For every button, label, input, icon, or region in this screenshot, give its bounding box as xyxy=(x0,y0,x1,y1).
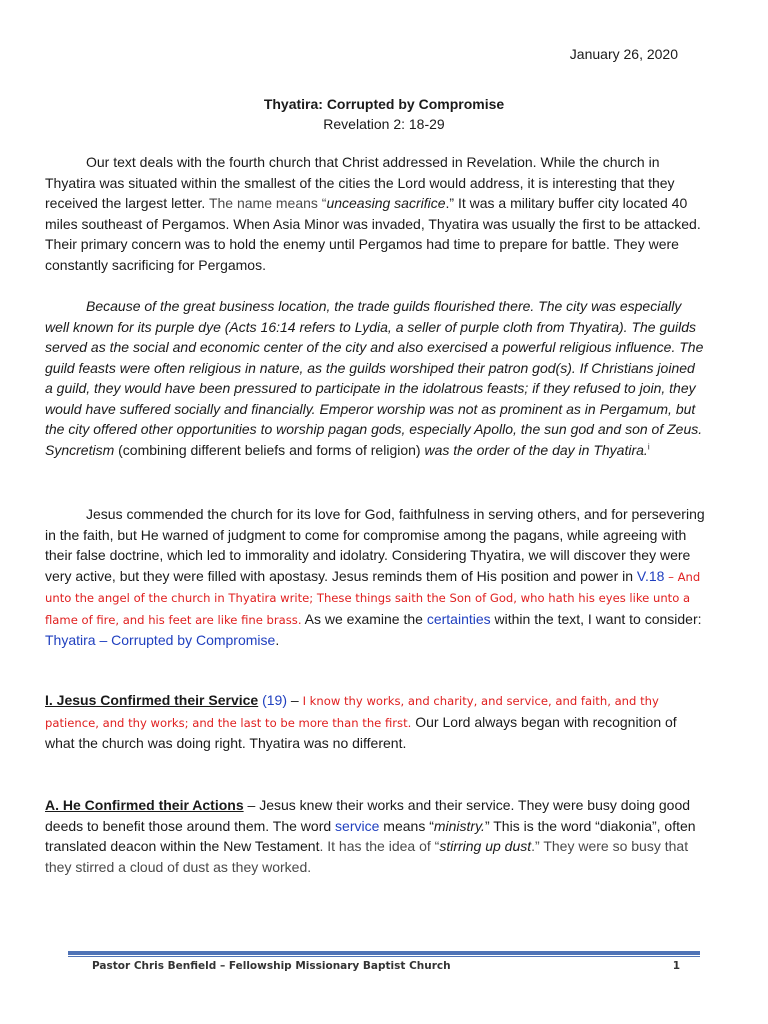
footer-rule-thin xyxy=(68,956,700,957)
endnote-marker[interactable]: i xyxy=(647,441,650,451)
sermon-title: Thyatira: Corrupted by Compromise xyxy=(263,96,505,112)
scripture-reference: Revelation 2: 18-29 xyxy=(323,116,445,132)
page-number: 1 xyxy=(672,960,680,972)
footer-author: Pastor Chris Benfield – Fellowship Missionary Baptist Church xyxy=(92,960,451,972)
scripture-quote: I know thy works, and charity, and service, and faith, and thy patience, and thy works; and the last to be more than the first. xyxy=(45,694,659,730)
paragraph-commendation: Jesus commended the church for its love for God, faithfulness in serving others, and for persevering in the faith, but He warned of judgment to come for compromise among the pagans, while agreeing with their false doctrine, which led to immorality and idolatry. Considering Thyatira, we will discover they were very active, but they were filled with apostasy. Jesus reminds them of His position and power in V.18 – And unto the angel of the church in Thyatira write; These things saith the Son of God, who hath his eyes like unto a flame of fire, and his feet are like fine brass. As we examine the certainties within the text, I want to consider: Thyatira – Corrupted by Compromise. xyxy=(45,506,705,648)
page-footer xyxy=(92,960,680,972)
section-actions: A. He Confirmed their Actions – Jesus knew their works and their service. They were busy doing good deeds to benefit those around them. The word service means “ministry.” This is the word “diakonia”, often translated deacon within the New Testament. It has the idea of “stirring up dust.” They were so busy that they stirred a cloud of dust as they worked. xyxy=(45,797,696,875)
title-block xyxy=(0,94,768,134)
section-service: I. Jesus Confirmed their Service (19) – I know thy works, and charity, and service, and faith, and thy patience, and thy works; and the last to be more than the first. Our Lord always began with recognition of what the church was doing right. Thyatira was no different. xyxy=(45,692,677,751)
verse-reference: (19) xyxy=(262,692,287,708)
paragraph-guilds: Because of the great business location, the trade guilds flourished there. The city was especially well known for its purple dye (Acts 16:14 refers to Lydia, a seller of purple cloth from Thyatira). The guilds served as the social and economic center of the city and also exercised a powerful religious influence. The guild feasts were often religious in nature, as the guilds worshiped their patron god(s). If Christians joined a guild, they would have been pressured to participate in the idolatrous feasts; if they refused to join, they would have suffered socially and financially. Emperor worship was not as prominent as in Pergamum, but the city offered other opportunities to worship pagan gods, especially Apollo, the sun god and son of Zeus. Syncretism (combining different beliefs and forms of religion) was the order of the day in Thyatira.$^i$ xyxy=(45,298,704,458)
scripture-quote: And unto the angel of the church in Thyatira write; These things saith the Son of God, who hath his eyes like unto a flame of fire, and his feet are like fine brass. xyxy=(45,569,701,627)
subsection-heading: A. He Confirmed their Actions xyxy=(45,797,244,813)
paragraph-intro: Our text deals with the fourth church that Christ addressed in Revelation. While the church in Thyatira was situated within the smallest of the cities the Lord would address, it is interesting that they received the largest letter. The name means “unceasing sacrifice.” It was a military buffer city located 40 miles southeast of Pergamos. When Asia Minor was invaded, Thyatira was usually the first to be attacked. Their primary concern was to hold the enemy until Pergamos had time to prepare for battle. They were constantly sacrificing for Pergamos. xyxy=(45,154,701,273)
section-heading: I. Jesus Confirmed their Service xyxy=(45,692,259,708)
date: January 26, 2020 xyxy=(569,46,678,62)
footer-rule xyxy=(68,951,700,955)
verse-reference: V.18 xyxy=(636,567,665,584)
